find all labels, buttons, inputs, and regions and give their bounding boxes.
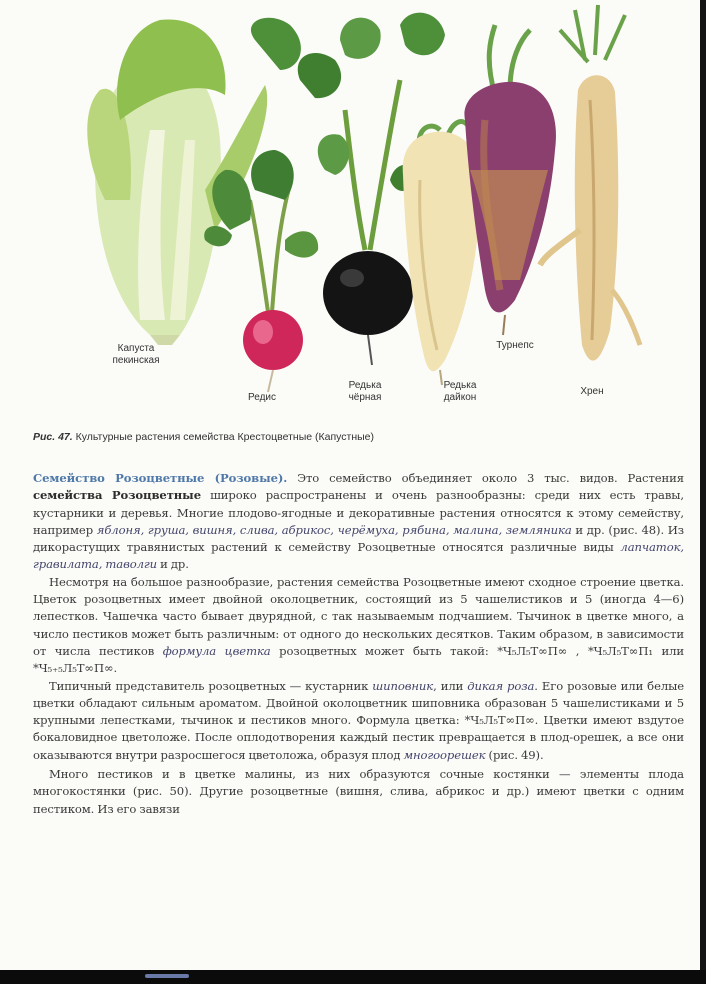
paragraph-raspberry [33,766,684,818]
text-run: , или [433,678,468,693]
label-turnip: Турнепс [496,340,534,351]
paragraph-rosehip [33,678,684,764]
screen-edge-right [700,0,706,984]
text-run: Много пестиков и в цветке малины, из них образуются сочные костянки — элементы плода многокостянки (рис. 50). Другие розоцветные (вишня, слива, абрикос и др.) имеют цветки с одним пестиком. Из его завязи [33,767,684,816]
text-run: и др. [157,557,189,572]
body-text [33,470,684,818]
italic-term: формула цветка [162,643,271,658]
text-run: Это семейство объединяет около 3 тыс. видов. Растения [287,471,684,485]
italic-term: дикая роза [467,678,535,693]
text-run: и др. (рис. 48). Из дикорастущих травянистых растений к семейству Розоцветные относятся различные виды [33,522,684,555]
section-heading: Семейство Розоцветные (Розовые). [33,471,288,485]
horseradish-drawing [540,5,640,361]
text-run: (рис. 49). [485,747,544,762]
figure-number: Рис. 47. [33,431,73,443]
text-run: широко распространены и очень разнообразны: среди них есть травы, кустарники и деревья. Многие плодово-ягодные и декоративные растения относятся к этому семейству, например [33,488,684,537]
turnip-drawing [464,25,555,335]
paragraph-flower-structure [33,574,684,678]
italic-term: лапчаток, гравилата, таволги [33,540,684,572]
label-horseradish: Хрен [580,386,604,397]
label-daikon: Редька дайкон [443,380,477,403]
screen-edge-bottom [0,970,706,984]
text-run: . Его розовые или белые цветки обладают сильным ароматом. Двойной околоцветник шиповника образован 5 чашелистиками и 5 крупными лепестками, тычинок и пестиков много. Формула цветка: *Ч₅Л₅Т∞П∞. Цветки имеют вздутое бокаловидное цветоложе. После оплодотворения каждый пестик превращается в плод-орешек, а все они оказываются внутри разросшегося цветоложа, образуя плод [33,678,684,762]
radish-drawing [204,150,318,392]
figure-caption-text: Культурные растения семейства Крестоцветные (Капустные) [75,431,375,443]
text-run: розоцветных может быть такой: *Ч₅Л₅Т∞П∞ , *Ч₅Л₅Т∞П₁ или *Ч₅₊₅Л₅Т∞П∞. [33,643,684,676]
scrollbar-thumb[interactable] [145,974,189,978]
text-run: Типичный представитель розоцветных — кустарник [49,678,373,693]
label-black-radish: Редька чёрная [348,380,382,403]
italic-term: яблоня, груша, вишня, слива, абрикос, черёмуха, рябина, малина, земляника [96,522,572,537]
label-radish: Редис [248,392,276,403]
figure-caption [33,431,673,443]
paragraph-rosaceae-intro [33,470,684,574]
label-chinese-cabbage: Капуста пекинская [112,343,160,366]
italic-term: шиповник [372,678,434,693]
italic-term: многоорешек [403,747,486,762]
crucifer-plants-illustration [0,0,700,440]
text-run: Несмотря на большое разнообразие, растения семейства Розоцветные имеют сходное строение цветка. Цветок розоцветных имеет двойной околоцветник, состоящий из 5 чашелистиков и 5 (иногда 4—6) лепестков. Чашечка часто бывает двурядной, с так называемым подчашием. Тычинок в цветке много, а число пестиков может быть различным: от одного до нескольких десятков. Таким образом, в зависимости от числа пестиков [33,574,684,658]
bold-term: семейства Розоцветные [33,488,201,503]
